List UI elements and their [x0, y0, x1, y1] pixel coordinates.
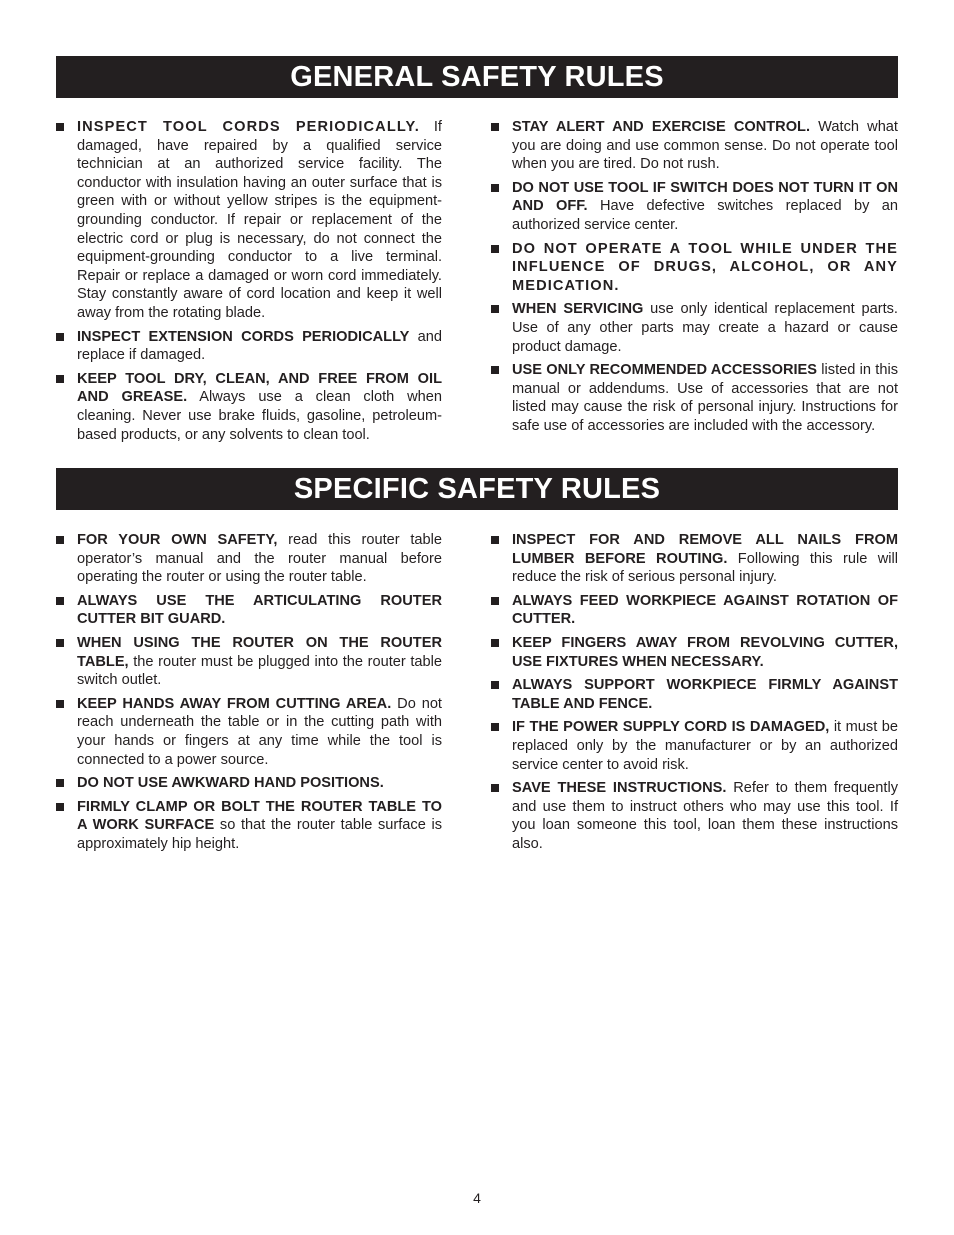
bullet-square-icon	[491, 245, 499, 253]
rule-drugs-alcohol	[491, 240, 898, 296]
rule-text: read this router table operator’s manual and the router manual before operating the router or using the router table.	[77, 532, 442, 586]
bullet-square-icon	[491, 723, 499, 731]
rule-text: Always use a clean cloth when cleaning. Never use brake fluids, gasoline, petroleum-based products, or any solvents to clean tool.	[77, 389, 443, 443]
specific-rules-left-column	[56, 531, 442, 859]
bullet-square-icon	[491, 639, 499, 647]
bullet-square-icon	[491, 366, 499, 374]
rule-inspect-tool-cords	[56, 118, 442, 323]
rule-heading: DO NOT USE AWKWARD HAND POSITIONS.	[77, 775, 384, 792]
specific-rules-right-column	[491, 531, 898, 859]
rule-text: use only identical replacement parts. Use of any other parts may create a hazard or cause product damage.	[512, 301, 898, 355]
rule-text: Have defective switches replaced by an authorized service center.	[512, 198, 898, 233]
bullet-square-icon	[56, 700, 64, 708]
rule-text: Following this rule will reduce the risk of serious personal injury.	[512, 550, 898, 586]
page-number: 4	[473, 1190, 481, 1206]
rule-heading: DO NOT OPERATE A TOOL WHILE UNDER THE INFLUENCE OF DRUGS, ALCOHOL, OR ANY MEDICATION.	[512, 240, 898, 294]
rule-heading: ALWAYS FEED WORKPIECE AGAINST ROTATION OF CUTTER.	[512, 592, 898, 628]
rule-router-on-table	[56, 634, 442, 690]
rule-text: and replace if damaged.	[77, 328, 443, 364]
rule-heading: USE ONLY RECOMMENDED ACCESSORIES	[512, 362, 818, 379]
rule-switch	[491, 179, 898, 235]
rule-heading: INSPECT FOR AND REMOVE ALL NAILS FROM LUMBER BEFORE ROUTING.	[512, 532, 898, 567]
rule-bit-guard	[56, 592, 442, 629]
rule-heading: SAVE THESE INSTRUCTIONS.	[512, 780, 727, 797]
rule-heading: DO NOT USE TOOL IF SWITCH DOES NOT TURN IT ON AND OFF.	[512, 179, 898, 215]
rule-heading: WHEN USING THE ROUTER ON THE ROUTER TABLE,	[77, 634, 442, 670]
general-rules-right-column	[491, 118, 898, 441]
rule-heading: IF THE POWER SUPPLY CORD IS DAMAGED,	[512, 719, 830, 736]
bullet-square-icon	[491, 123, 499, 131]
general-safety-rules-heading	[56, 56, 898, 98]
rule-inspect-extension-cords	[56, 328, 442, 365]
specific-safety-rules-heading	[56, 468, 898, 510]
bullet-square-icon	[491, 597, 499, 605]
bullet-square-icon	[56, 536, 64, 544]
bullet-square-icon	[491, 784, 499, 792]
bullet-square-icon	[491, 184, 499, 192]
rule-heading: ALWAYS USE THE ARTICULATING ROUTER CUTTER BIT GUARD.	[77, 592, 442, 628]
bullet-square-icon	[56, 639, 64, 647]
rule-text: so that the router table surface is approximately hip height.	[77, 817, 443, 852]
rule-when-servicing	[491, 300, 898, 356]
rule-heading: WHEN SERVICING	[512, 301, 644, 318]
rule-text: listed in this manual or addendums. Use of accessories that are not listed may cause the risk of personal injury. Instructions for safe use of accessories are included with the accessory.	[512, 362, 898, 434]
rule-heading: INSPECT EXTENSION CORDS PERIODICALLY	[77, 328, 410, 345]
specific-safety-rules-title: SPECIFIC SAFETY RULES	[293, 472, 661, 505]
rule-heading: KEEP HANDS AWAY FROM CUTTING AREA.	[77, 695, 392, 712]
rule-recommended-accessories	[491, 361, 898, 435]
rule-heading: ALWAYS SUPPORT WORKPIECE FIRMLY AGAINST TABLE AND FENCE.	[512, 677, 898, 712]
rule-text: the router must be plugged into the router table switch outlet.	[77, 653, 442, 689]
rule-text: Do not reach underneath the table or in the cutting path with your hands or fingers at any time while the tool is connected to a power source.	[77, 695, 442, 768]
rule-feed-against-rotation	[491, 592, 898, 629]
rule-heading: KEEP TOOL DRY, CLEAN, AND FREE FROM OIL AND GREASE.	[77, 370, 442, 406]
general-rules-left-column	[56, 118, 442, 449]
rule-text: it must be replaced only by the manufacturer or by an authorized service center to avoid risk.	[512, 719, 898, 773]
bullet-square-icon	[56, 779, 64, 787]
rule-damaged-cord	[491, 718, 898, 774]
rule-heading: FOR YOUR OWN SAFETY,	[77, 532, 278, 548]
rule-heading: INSPECT TOOL CORDS PERIODICALLY.	[77, 119, 420, 135]
bullet-square-icon	[56, 333, 64, 341]
rule-heading: STAY ALERT AND EXERCISE CONTROL.	[512, 119, 811, 135]
bullet-square-icon	[56, 375, 64, 383]
rule-heading: FIRMLY CLAMP OR BOLT THE ROUTER TABLE TO A WORK SURFACE	[77, 798, 442, 834]
bullet-square-icon	[56, 123, 64, 131]
rule-save-instructions	[491, 779, 898, 853]
rule-text: If damaged, have repaired by a qualified service technician at an authorized service facility. The conductor with insulation having an outer surface that is green with or without yellow stripes is the equipment-grounding conductor. If repair or replacement of the electric cord or plug is necessary, do not connect the equipment-grounding conductor to a live terminal. Repair or replace a damaged or worn cord immediately. Stay constantly aware of cord location and keep it well away from the rotating blade.	[77, 119, 442, 321]
bullet-square-icon	[56, 597, 64, 605]
rule-keep-tool-dry	[56, 370, 442, 444]
bullet-square-icon	[56, 803, 64, 811]
rule-awkward-hand-positions	[56, 774, 442, 793]
bullet-square-icon	[491, 681, 499, 689]
rule-support-workpiece	[491, 676, 898, 713]
rule-fingers-away	[491, 634, 898, 671]
bullet-square-icon	[491, 536, 499, 544]
rule-own-safety	[56, 531, 442, 587]
rule-heading: KEEP FINGERS AWAY FROM REVOLVING CUTTER, USE FIXTURES WHEN NECESSARY.	[512, 634, 898, 670]
rule-text: Watch what you are doing and use common sense. Do not operate tool when you are tired. Do not rush.	[512, 119, 898, 173]
rule-remove-nails	[491, 531, 898, 587]
rule-text: Refer to them frequently and use them to instruct others who may use this tool. If you loan someone this tool, loan them these instructions also.	[512, 780, 898, 852]
rule-clamp-router-table	[56, 798, 442, 854]
general-safety-rules-title: GENERAL SAFETY RULES	[290, 60, 664, 93]
bullet-square-icon	[491, 305, 499, 313]
rule-stay-alert	[491, 118, 898, 174]
rule-keep-hands-away	[56, 695, 442, 769]
